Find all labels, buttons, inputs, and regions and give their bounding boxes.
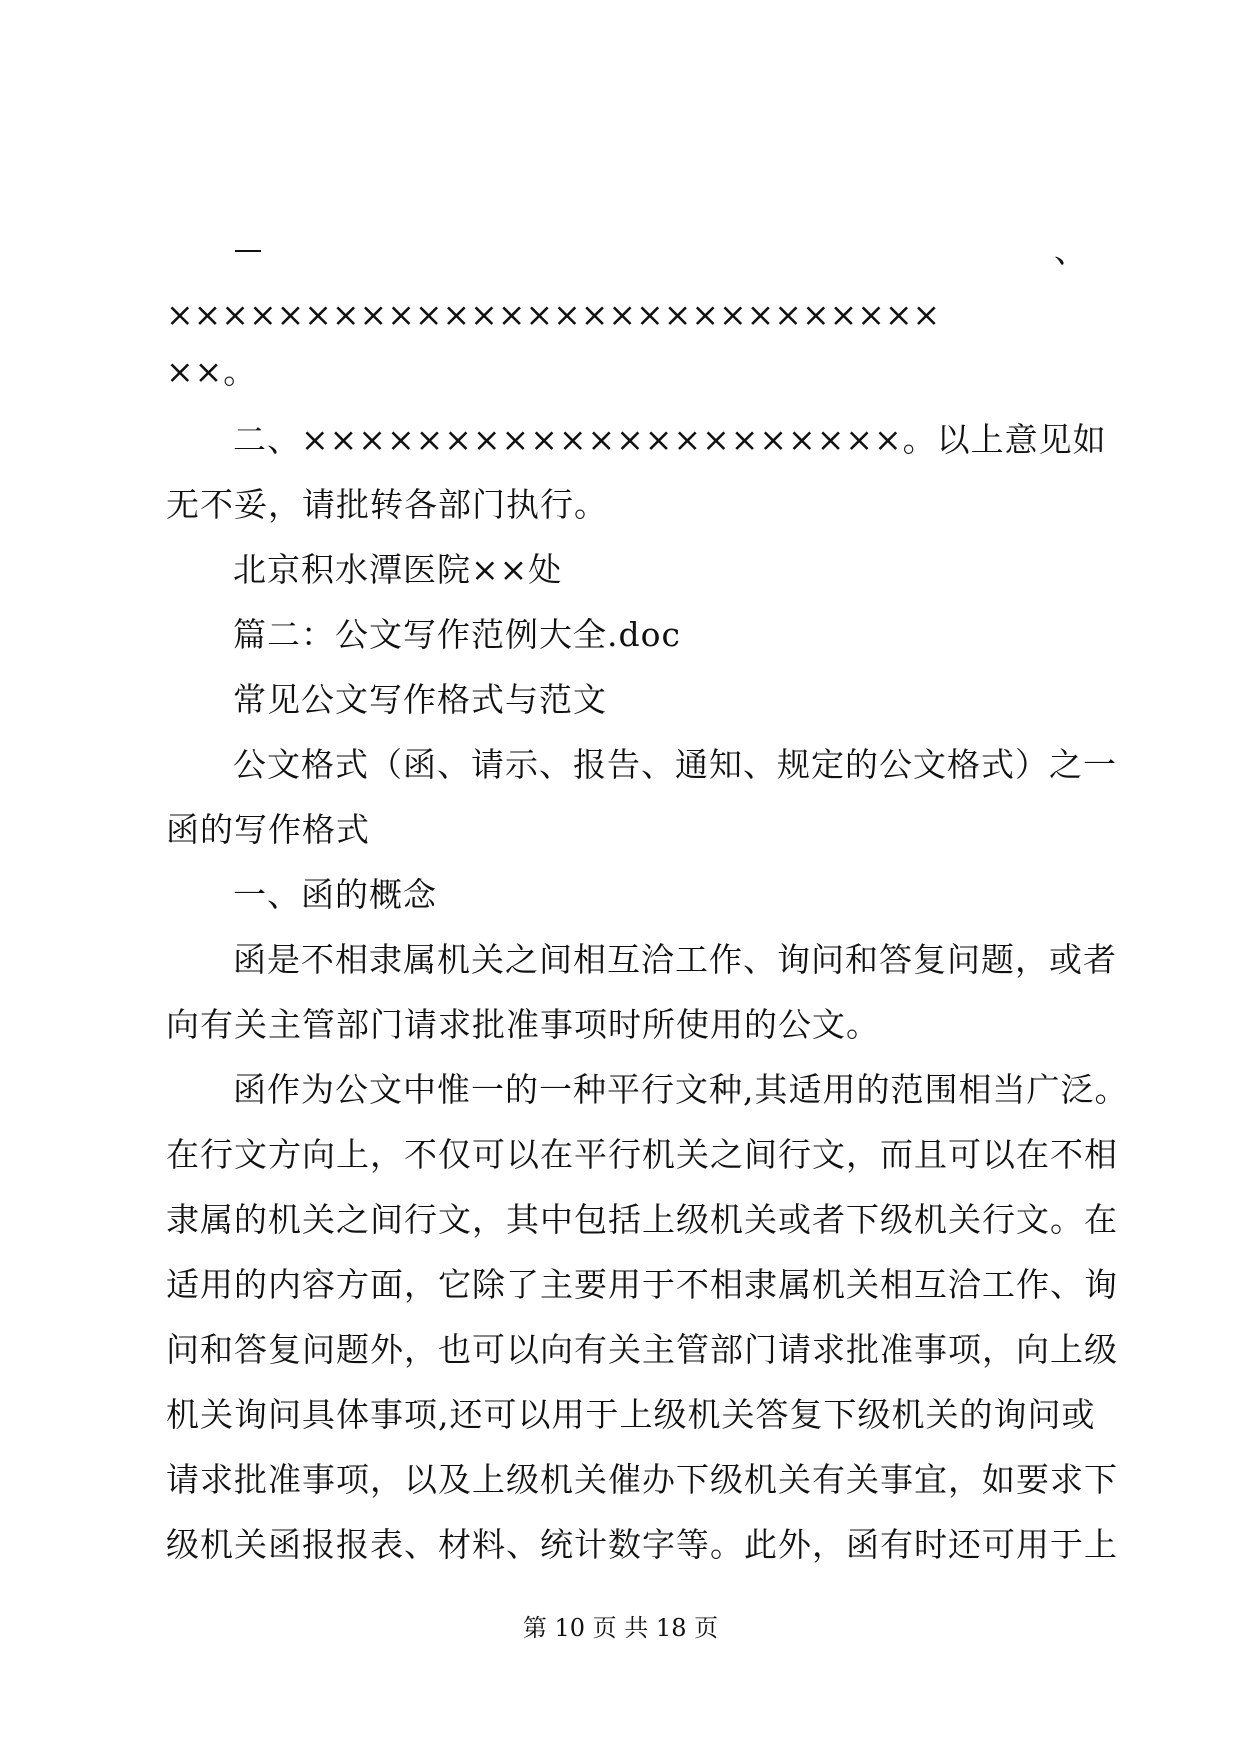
body-line-8: 级机关函报报表、材料、统计数字等。此外，函有时还可用于上: [166, 1525, 1118, 1564]
paragraph-1-end: ××。: [166, 352, 258, 391]
body-line-6: 机关询问具体事项,还可以用于上级机关答复下级机关的询问或: [166, 1395, 1096, 1434]
placeholder-x-line: ××××××××××××××××××××××××××××: [166, 295, 941, 334]
section-title: 篇二：公文写作范例大全.doc: [233, 615, 681, 654]
paragraph-2-line-2: 无不妥，请批转各部门执行。: [166, 485, 608, 524]
page-number-footer: 第 10 页 共 18 页: [522, 1614, 719, 1642]
format-heading-line-1: 公文格式（函、请示、报告、通知、规定的公文格式）之一: [233, 745, 1117, 784]
paragraph-2-line-1: 二、×××××××××××××××××××××。以上意见如: [233, 420, 1107, 459]
format-heading-line-2: 函的写作格式: [166, 810, 370, 849]
body-line-3: 隶属的机关之间行文，其中包括上级机关或者下级机关行文。在: [166, 1200, 1118, 1239]
definition-line-1: 函是不相隶属机关之间相互洽工作、询问和答复问题，或者: [233, 940, 1117, 979]
enumeration-comma: 、: [1054, 231, 1087, 270]
body-line-1: 函作为公文中惟一的一种平行文种,其适用的范围相当广泛。: [233, 1070, 1129, 1109]
definition-line-2: 向有关主管部门请求批准事项时所使用的公文。: [166, 1005, 880, 1044]
body-line-7: 请求批准事项，以及上级机关催办下级机关有关事宜，如要求下: [166, 1460, 1118, 1499]
signature-line: 北京积水潭医院××处: [233, 550, 563, 589]
concept-heading: 一、函的概念: [233, 875, 437, 914]
body-line-4: 适用的内容方面，它除了主要用于不相隶属机关相互洽工作、询: [166, 1265, 1118, 1304]
body-line-5: 问和答复问题外，也可以向有关主管部门请求批准事项，向上级: [166, 1330, 1118, 1369]
dash-mark: [235, 250, 261, 252]
subtitle: 常见公文写作格式与范文: [233, 680, 607, 719]
body-line-2: 在行文方向上，不仅可以在平行机关之间行文，而且可以在不相: [166, 1135, 1118, 1174]
